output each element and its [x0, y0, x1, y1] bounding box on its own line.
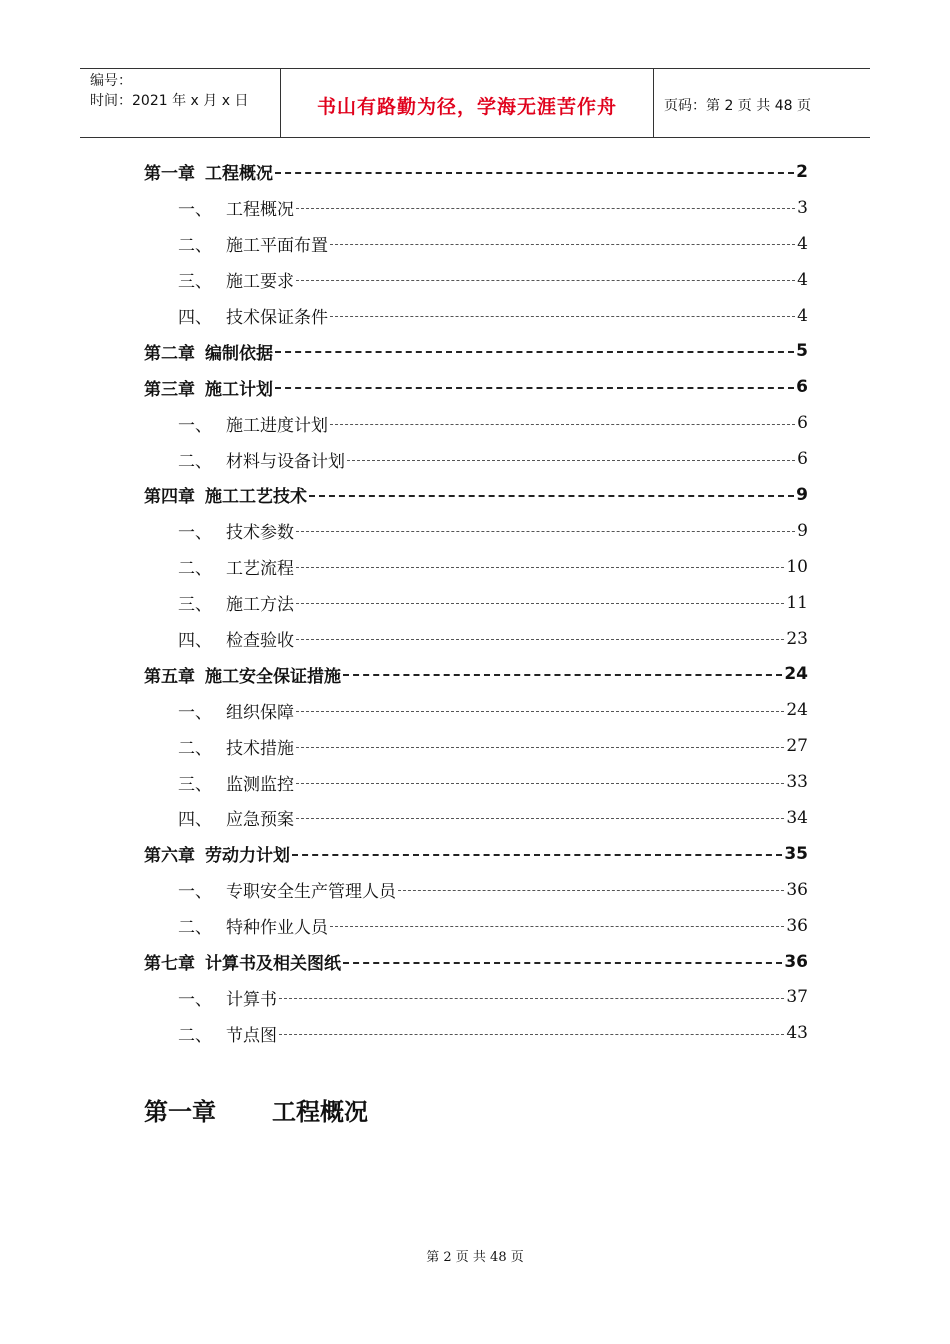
toc-entry-number: 第七章	[144, 954, 195, 975]
toc-entry-number: 第四章	[144, 487, 195, 508]
toc-entry-title: 技术保证条件	[226, 308, 328, 328]
toc-leader-line	[309, 495, 794, 497]
toc-entry-number: 三、	[178, 595, 212, 616]
toc-leader-line	[330, 424, 795, 425]
toc-entry-page: 11	[786, 592, 808, 613]
toc-entry-page: 36	[786, 915, 808, 936]
chapter-heading	[144, 1092, 368, 1127]
toc-entry-number: 二、	[178, 559, 212, 580]
toc-section-entry[interactable]	[144, 262, 808, 298]
toc-section-entry[interactable]	[144, 908, 808, 944]
toc-entry-title: 节点图	[226, 1025, 277, 1046]
toc-leader-line	[398, 890, 784, 891]
toc-entry-number: 一、	[178, 989, 212, 1010]
toc-entry-title: 应急预案	[226, 810, 294, 831]
toc-section-entry[interactable]	[144, 513, 808, 549]
toc-entry-number: 一、	[178, 702, 212, 723]
toc-entry-page: 4	[797, 269, 808, 290]
toc-leader-line	[275, 172, 794, 174]
toc-section-entry[interactable]	[144, 728, 808, 764]
toc-chapter-entry[interactable]	[144, 477, 808, 513]
toc-entry-page: 37	[786, 987, 808, 1008]
toc-entry-page: 36	[786, 879, 808, 900]
toc-section-entry[interactable]	[144, 405, 808, 441]
toc-chapter-entry[interactable]	[144, 944, 808, 980]
toc-section-entry[interactable]	[144, 872, 808, 908]
toc-entry-number: 三、	[178, 774, 212, 795]
toc-section-entry[interactable]	[144, 764, 808, 800]
toc-entry-page: 9	[796, 484, 808, 505]
toc-chapter-entry[interactable]	[144, 656, 808, 692]
toc-entry-title: 技术措施	[226, 738, 294, 759]
toc-chapter-entry[interactable]	[144, 369, 808, 405]
chapter-heading-title: 工程概况	[272, 1098, 368, 1126]
toc-leader-line	[275, 351, 794, 353]
table-of-contents	[144, 154, 808, 1051]
toc-section-entry[interactable]	[144, 298, 808, 334]
toc-entry-title: 施工工艺技术	[205, 487, 307, 508]
toc-entry-page: 6	[796, 377, 808, 398]
toc-entry-title: 监测监控	[226, 774, 294, 795]
header-meta	[80, 69, 281, 137]
toc-entry-title: 施工方法	[226, 595, 294, 616]
toc-entry-number: 第五章	[144, 666, 195, 687]
toc-leader-line	[296, 208, 795, 209]
toc-entry-page: 5	[796, 341, 808, 362]
toc-chapter-entry[interactable]	[144, 154, 808, 190]
toc-leader-line	[296, 280, 795, 281]
toc-entry-page: 4	[797, 305, 808, 326]
toc-leader-line	[296, 783, 784, 784]
toc-entry-title: 专职安全生产管理人员	[226, 882, 396, 903]
toc-entry-page: 6	[797, 449, 808, 470]
toc-leader-line	[292, 854, 782, 856]
page-header	[80, 68, 870, 138]
toc-entry-page: 43	[786, 1023, 808, 1044]
toc-leader-line	[279, 998, 784, 999]
toc-entry-title: 技术参数	[226, 523, 294, 544]
toc-entry-page: 9	[797, 520, 808, 541]
header-page-info: 页码：第 2 页 共 48 页	[664, 98, 811, 114]
toc-chapter-entry[interactable]	[144, 333, 808, 369]
toc-entry-title: 检查验收	[226, 631, 294, 652]
toc-entry-title: 施工进度计划	[226, 415, 328, 436]
toc-entry-number: 二、	[178, 1025, 212, 1046]
toc-entry-page: 36	[784, 951, 808, 972]
toc-entry-title: 特种作业人员	[226, 918, 328, 939]
toc-entry-title: 施工计划	[205, 379, 273, 400]
toc-entry-number: 二、	[178, 918, 212, 939]
toc-leader-line	[330, 316, 795, 317]
toc-entry-number: 第一章	[144, 164, 195, 185]
toc-entry-title: 施工安全保证措施	[205, 666, 341, 687]
toc-leader-line	[296, 711, 784, 712]
toc-entry-number: 四、	[178, 810, 212, 831]
toc-entry-title: 施工平面布置	[226, 236, 328, 257]
toc-section-entry[interactable]	[144, 692, 808, 728]
toc-entry-title: 计算书	[226, 989, 277, 1010]
toc-entry-title: 工艺流程	[226, 559, 294, 580]
toc-entry-number: 一、	[178, 882, 212, 903]
toc-section-entry[interactable]	[144, 226, 808, 262]
toc-entry-number: 一、	[178, 523, 212, 544]
page-footer: 第 2 页 共 48 页	[426, 1250, 524, 1265]
toc-entry-page: 24	[784, 664, 808, 685]
toc-entry-number: 一、	[178, 415, 212, 436]
chapter-heading-number: 第一章	[144, 1098, 216, 1126]
toc-entry-title: 施工要求	[226, 272, 294, 293]
toc-entry-page: 23	[786, 628, 808, 649]
toc-chapter-entry[interactable]	[144, 836, 808, 872]
toc-entry-number: 第二章	[144, 343, 195, 364]
toc-section-entry[interactable]	[144, 800, 808, 836]
toc-entry-page: 35	[784, 843, 808, 864]
toc-entry-page: 27	[786, 736, 808, 757]
toc-entry-title: 工程概况	[205, 164, 273, 185]
toc-leader-line	[296, 818, 784, 819]
toc-section-entry[interactable]	[144, 1015, 808, 1051]
header-time-label: 时间：2021 年 x 月 x 日	[90, 93, 249, 109]
toc-leader-line	[343, 674, 782, 676]
toc-entry-page: 34	[786, 807, 808, 828]
toc-section-entry[interactable]	[144, 621, 808, 657]
toc-entry-title: 组织保障	[226, 702, 294, 723]
toc-entry-number: 一、	[178, 200, 212, 221]
toc-entry-title: 工程概况	[226, 200, 294, 221]
toc-leader-line	[296, 639, 784, 640]
toc-entry-number: 第三章	[144, 379, 195, 400]
header-number-label: 编号：	[90, 73, 132, 89]
toc-leader-line	[296, 531, 795, 532]
toc-entry-page: 4	[797, 233, 808, 254]
toc-section-entry[interactable]	[144, 585, 808, 621]
toc-entry-title: 材料与设备计划	[226, 451, 345, 472]
header-motto: 书山有路勤为径，学海无涯苦作舟	[281, 69, 654, 137]
toc-entry-number: 二、	[178, 451, 212, 472]
toc-entry-page: 2	[796, 161, 808, 182]
toc-section-entry[interactable]	[144, 441, 808, 477]
toc-entry-number: 四、	[178, 308, 212, 328]
toc-entry-page: 6	[797, 413, 808, 434]
toc-entry-number: 二、	[178, 236, 212, 257]
toc-leader-line	[330, 244, 795, 245]
toc-leader-line	[296, 747, 784, 748]
toc-entry-page: 24	[786, 700, 808, 721]
toc-section-entry[interactable]	[144, 190, 808, 226]
toc-entry-number: 三、	[178, 272, 212, 293]
toc-leader-line	[296, 567, 784, 568]
toc-section-entry[interactable]	[144, 549, 808, 585]
toc-leader-line	[296, 603, 784, 604]
toc-entry-title: 编制依据	[205, 343, 273, 364]
toc-leader-line	[279, 1034, 784, 1035]
toc-entry-title: 计算书及相关图纸	[205, 954, 341, 975]
toc-leader-line	[330, 926, 784, 927]
toc-entry-page: 10	[786, 556, 808, 577]
toc-leader-line	[343, 962, 782, 964]
toc-entry-number: 二、	[178, 738, 212, 759]
toc-leader-line	[275, 387, 794, 389]
toc-leader-line	[347, 460, 795, 461]
toc-entry-page: 33	[786, 772, 808, 793]
toc-entry-title: 劳动力计划	[205, 846, 290, 867]
toc-entry-number: 第六章	[144, 846, 195, 867]
toc-section-entry[interactable]	[144, 979, 808, 1015]
toc-entry-number: 四、	[178, 631, 212, 652]
toc-entry-page: 3	[797, 197, 808, 218]
